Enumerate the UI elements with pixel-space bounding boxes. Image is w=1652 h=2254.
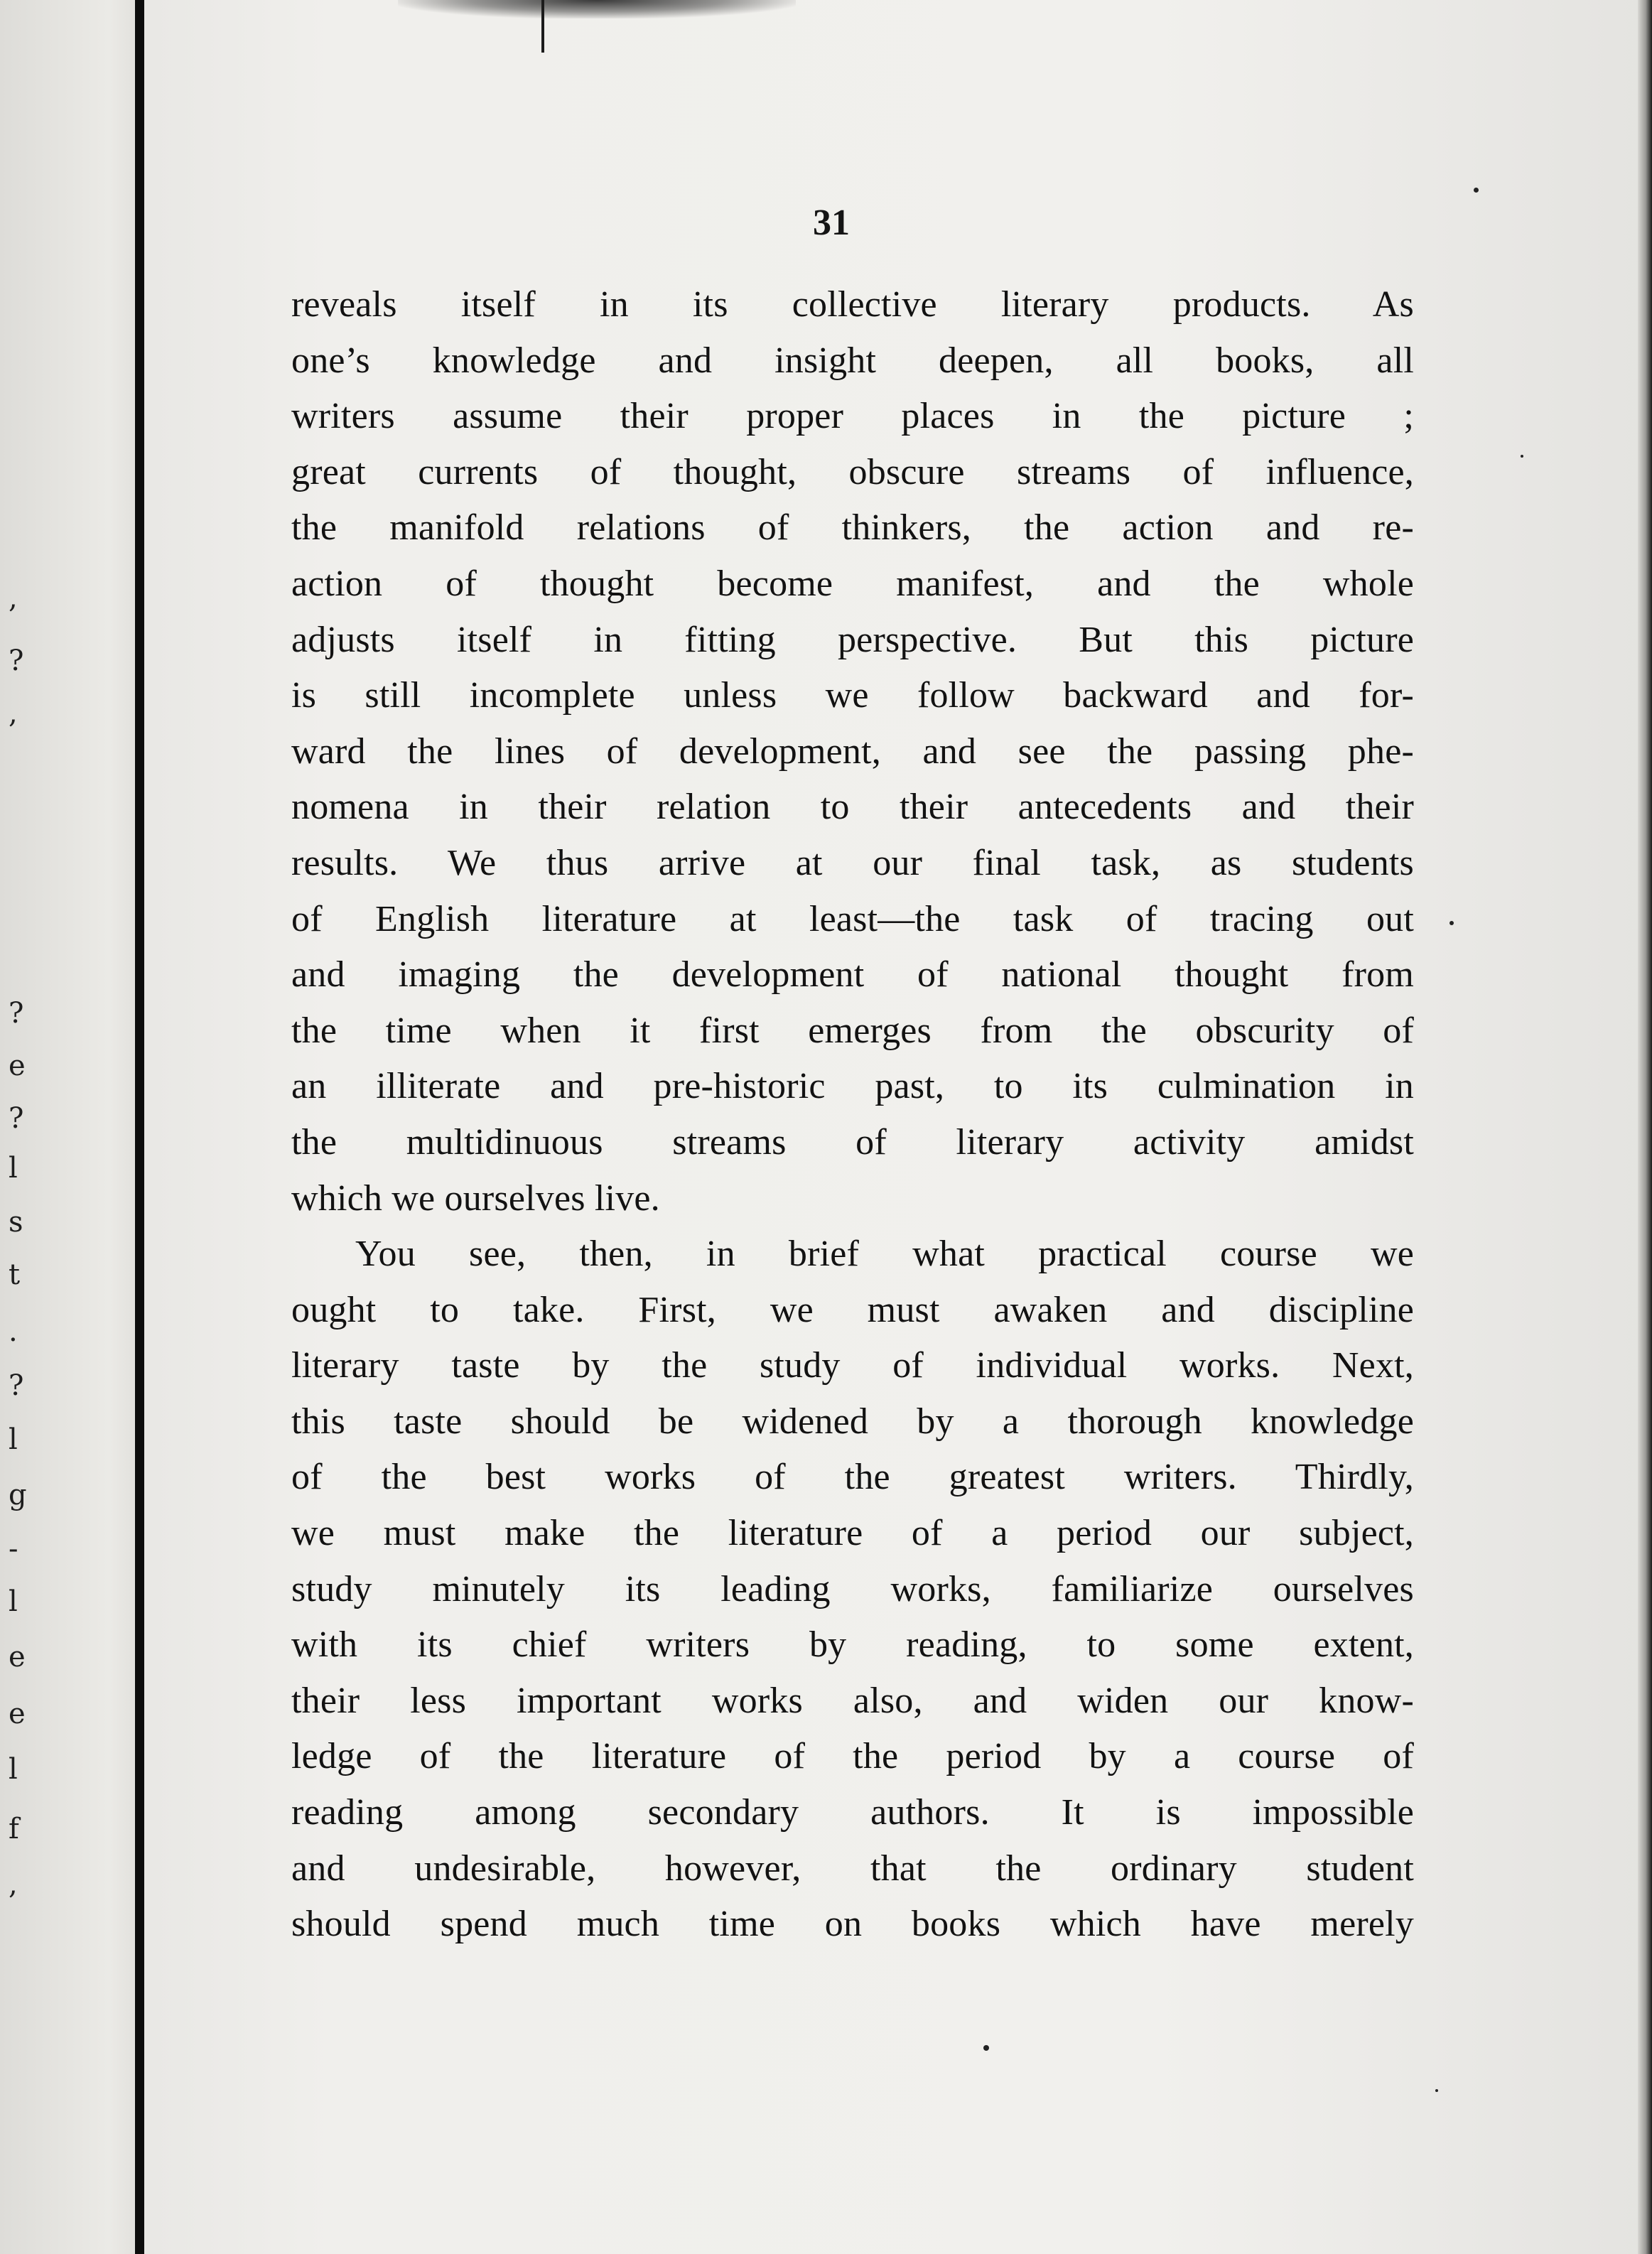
margin-fragment: e: [9, 1050, 26, 1082]
paragraph: [291, 1226, 1414, 1953]
margin-fragment: ,: [9, 697, 18, 730]
text-line: action of thought become manifest, and the whole: [291, 563, 1414, 604]
margin-fragment: -: [9, 1533, 18, 1565]
margin-fragment: e: [9, 1641, 26, 1673]
text-line: this taste should be widened by a thorough knowledge: [291, 1401, 1414, 1442]
margin-fragment: l: [9, 1585, 18, 1618]
dust-speck: [1449, 921, 1454, 925]
text-line: one’s knowledge and insight deepen, all books, all: [291, 340, 1414, 381]
text-line: an illiterate and pre-historic past, to its culmination in: [291, 1066, 1414, 1107]
page-right-edge-shadow: [1638, 0, 1652, 2254]
margin-fragment: ?: [9, 1369, 24, 1402]
body-text: [291, 277, 1414, 1953]
margin-fragment: ?: [9, 645, 24, 677]
top-edge-shadow: [398, 0, 796, 18]
margin-fragment: l: [9, 1152, 18, 1185]
margin-fragment: ?: [9, 997, 24, 1030]
text-line: literary taste by the study of individual works. Next,: [291, 1345, 1414, 1386]
text-line: great currents of thought, obscure streams of influence,: [291, 451, 1414, 492]
text-line: reading among secondary authors. It is impossible: [291, 1792, 1414, 1833]
dust-speck: [1435, 2089, 1438, 2092]
margin-fragment: ,: [9, 1868, 18, 1901]
text-line: is still incomplete unless we follow backward and for-: [291, 675, 1414, 716]
margin-fragment: l: [9, 1753, 18, 1786]
adjacent-page-margin: [0, 0, 136, 2254]
margin-fragment: g: [9, 1479, 27, 1511]
text-line: the manifold relations of thinkers, the action and re-: [291, 507, 1414, 549]
text-line: You see, then, in brief what practical course we: [355, 1234, 1414, 1275]
text-line: results. We thus arrive at our final task, as students: [291, 842, 1414, 883]
text-line: with its chief writers by reading, to some extent,: [291, 1624, 1414, 1666]
text-line: and undesirable, however, that the ordinary student: [291, 1848, 1414, 1889]
text-line: and imaging the development of national thought from: [291, 954, 1414, 996]
paragraph: [291, 277, 1414, 1226]
text-line: adjusts itself in fitting perspective. But this picture: [291, 619, 1414, 660]
dust-speck: [1474, 188, 1479, 193]
dust-speck: [983, 2045, 989, 2051]
text-line: writers assume their proper places in the picture ;: [291, 396, 1414, 437]
margin-fragment: s: [9, 1206, 23, 1239]
margin-fragment: ,: [9, 582, 18, 615]
top-edge-notch: [541, 0, 544, 53]
text-line: the time when it first emerges from the obscurity of: [291, 1010, 1414, 1051]
dust-speck: [1521, 455, 1523, 458]
margin-fragment: l: [9, 1423, 18, 1456]
margin-fragment: t: [9, 1258, 21, 1291]
text-line: their less important works also, and widen our know-: [291, 1680, 1414, 1721]
text-line: which we ourselves live.: [291, 1177, 660, 1219]
text-line: nomena in their relation to their antecedents and their: [291, 787, 1414, 828]
text-line: should spend much time on books which have merely: [291, 1904, 1414, 1945]
text-line: ought to take. First, we must awaken and discipline: [291, 1289, 1414, 1330]
text-line: the multidinuous streams of literary activity amidst: [291, 1121, 1414, 1163]
margin-fragment: ?: [9, 1102, 24, 1135]
text-line: ward the lines of development, and see the passing phe-: [291, 730, 1414, 772]
page-number: 31: [813, 203, 850, 243]
margin-fragment: f: [9, 1813, 19, 1845]
margin-fragment: .: [9, 1315, 18, 1348]
text-line: we must make the literature of a period our subject,: [291, 1513, 1414, 1554]
margin-fragment: e: [9, 1698, 26, 1730]
binding-edge-line: [135, 0, 144, 2254]
text-line: ledge of the literature of the period by a course of: [291, 1736, 1414, 1777]
text-line: of the best works of the greatest writers. Thirdly,: [291, 1457, 1414, 1498]
text-line: of English literature at least—the task of tracing out: [291, 898, 1414, 939]
text-line: reveals itself in its collective literary products. As: [291, 284, 1414, 325]
text-line: study minutely its leading works, familiarize ourselves: [291, 1568, 1414, 1609]
